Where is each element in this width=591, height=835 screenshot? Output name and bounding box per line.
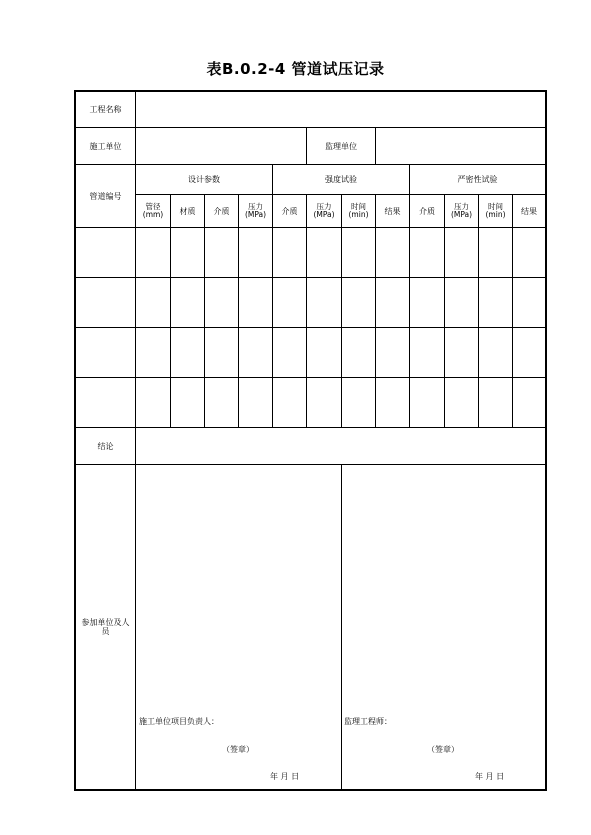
pressure-unit: (MPa)	[450, 210, 473, 219]
pressure-text: 压力	[454, 202, 469, 211]
design-params-header: 设计参数	[188, 175, 220, 184]
vline	[341, 464, 342, 791]
table-row[interactable]	[76, 278, 135, 327]
material-header: 材质	[179, 206, 196, 216]
supervision-date-label: 年 月 日	[475, 772, 505, 781]
pressure-text: 压力	[316, 202, 332, 211]
time-text: 时间	[488, 202, 503, 211]
medium-header-tightness: 介质	[419, 206, 435, 216]
construction-date-label: 年 月 日	[270, 772, 300, 781]
hline	[74, 227, 547, 228]
supervision-unit-label: 监理单位	[325, 141, 357, 151]
pipe-dia-header	[136, 195, 170, 227]
vline	[341, 194, 342, 427]
vline	[170, 194, 171, 427]
project-name-label: 工程名称	[89, 105, 122, 114]
pressure-header-design	[239, 195, 272, 227]
hline	[74, 464, 547, 465]
construction-seal-label: （签章）	[222, 745, 254, 754]
time-text: 时间	[351, 202, 366, 211]
project-name-value[interactable]	[136, 92, 549, 127]
pressure-header-strength	[307, 195, 341, 227]
pressure-unit: (MPa)	[313, 210, 335, 219]
vline	[204, 194, 205, 427]
time-header-strength	[342, 195, 375, 227]
time-unit: (min)	[348, 210, 369, 219]
construction-unit-label: 施工单位	[89, 141, 122, 151]
supervision-unit-value[interactable]	[376, 128, 545, 164]
border-bottom	[74, 789, 547, 791]
construction-unit-value[interactable]	[136, 128, 306, 164]
result-header-tightness: 结果	[521, 206, 537, 216]
time-unit: (min)	[485, 210, 506, 219]
participants-label: 参加单位及人员	[81, 618, 130, 636]
pressure-header-tightness	[445, 195, 478, 227]
pressure-text: 压力	[248, 202, 263, 211]
hline	[74, 277, 547, 278]
conclusion-value[interactable]	[136, 428, 545, 464]
table-row[interactable]	[76, 228, 135, 277]
vline	[512, 194, 513, 427]
strength-test-header: 强度试验	[325, 175, 357, 184]
pressure-test-form	[74, 90, 547, 791]
supervision-seal-label: （签章）	[427, 745, 459, 754]
hline	[74, 327, 547, 328]
vline	[306, 194, 307, 427]
vline	[238, 194, 239, 427]
table-row[interactable]	[76, 378, 135, 427]
pipe-dia-text: 管径	[145, 202, 161, 211]
time-header-tightness	[479, 195, 512, 227]
vline	[478, 194, 479, 427]
pipe-dia-unit: (mm)	[142, 210, 164, 219]
tightness-test-header: 严密性试验	[457, 175, 498, 184]
conclusion-label: 结论	[97, 441, 114, 451]
construction-manager-label: 施工单位项目负责人：	[139, 717, 219, 726]
page-title: 表B.0.2-4 管道试压记录	[206, 60, 385, 78]
border-right	[545, 90, 547, 791]
pressure-unit: (MPa)	[244, 210, 267, 219]
table-row[interactable]	[76, 328, 135, 377]
supervision-engineer-label: 监理工程师：	[344, 717, 392, 726]
medium-header-strength: 介质	[281, 206, 298, 216]
medium-header-design: 介质	[213, 206, 230, 216]
pipe-no-label: 管道编号	[89, 191, 122, 201]
vline	[375, 194, 376, 427]
vline	[444, 194, 445, 427]
hline	[74, 377, 547, 378]
result-header-strength: 结果	[384, 206, 401, 216]
